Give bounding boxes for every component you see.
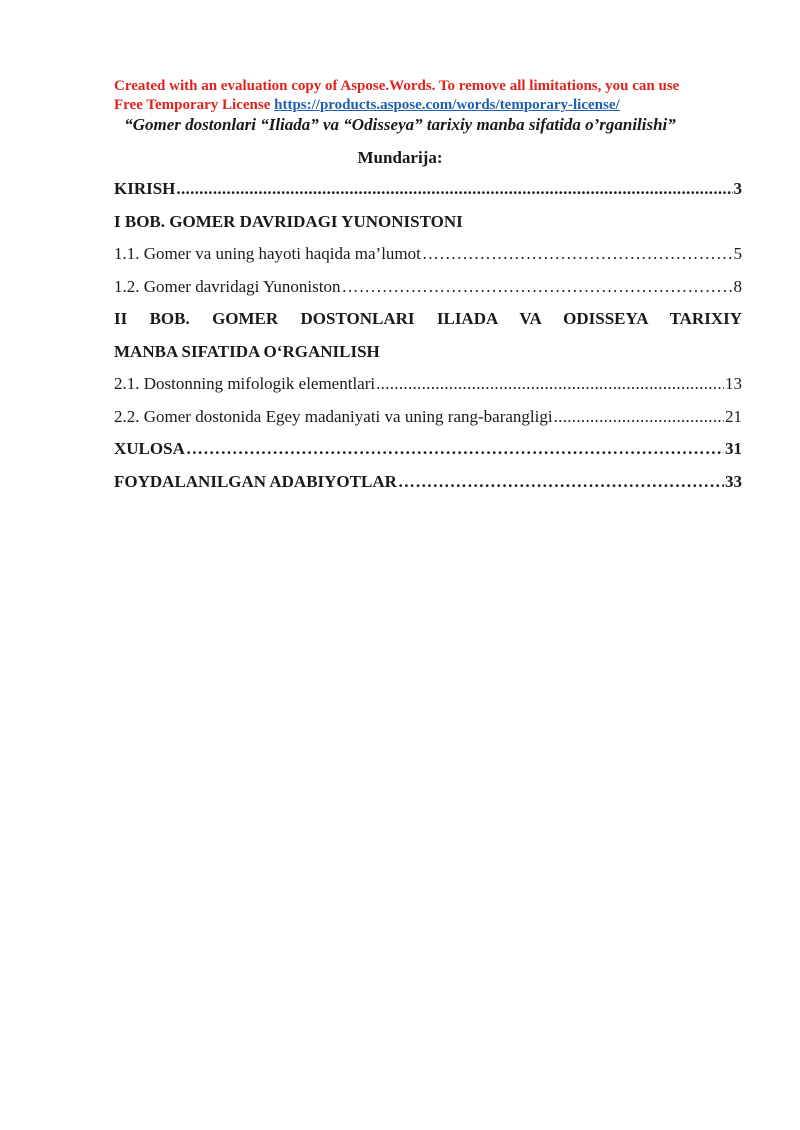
watermark-line-1: Created with an evaluation copy of Aspose.Words. To remove all limitations, you can use [114, 78, 680, 94]
toc-entry-label: XULOSA [114, 439, 185, 458]
toc-chapter-2-line-2[interactable]: MANBA SIFATIDA O‘RGANILISH [114, 341, 380, 361]
toc-entry-xulosa[interactable] [114, 438, 742, 471]
toc-entry-label: 2.2. Gomer dostonida Egey madaniyati va uning rang-barangligi [114, 406, 553, 426]
toc-entry-label: 1.1. Gomer va uning hayoti haqida ma’lumot [114, 244, 421, 263]
table-of-contents [114, 178, 742, 503]
toc-entry-page: 8 [733, 276, 742, 296]
toc-entry-2-2[interactable] [114, 406, 742, 439]
toc-entry-2-1[interactable] [114, 373, 742, 406]
watermark-license-text: Free Temporary License [114, 97, 275, 113]
toc-entry-label: 2.1. Dostonning mifologik elementlari [114, 374, 376, 393]
toc-entry-page: 13 [725, 374, 742, 393]
toc-entry-page: 31 [725, 439, 742, 458]
dot-leader [398, 471, 724, 493]
document-title: “Gomer dostonlari “Iliada” va “Odisseya” tarixiy manba sifatida o’rganilishi” [124, 115, 676, 134]
toc-chapter-2-line-1[interactable]: II BOB. GOMER DOSTONLARI ILIADA VA ODISSEYA TARIXIY [114, 309, 742, 328]
toc-entry-kirish[interactable] [114, 178, 742, 211]
dot-leader [376, 373, 724, 395]
toc-entry-1-1[interactable] [114, 243, 742, 276]
toc-entry-page: 3 [733, 179, 742, 198]
toc-entry-1-2[interactable] [114, 276, 742, 309]
toc-entry-adabiyotlar[interactable] [114, 471, 742, 504]
toc-entry-label: 1.2. Gomer davridagi Yunoniston [114, 276, 341, 296]
toc-entry-page: 33 [725, 471, 742, 491]
toc-heading: Mundarija: [357, 148, 443, 167]
dot-leader [186, 438, 724, 460]
watermark-line-2 [114, 96, 754, 115]
dot-leader [422, 243, 733, 265]
toc-entry-label: KIRISH [114, 179, 176, 198]
evaluation-watermark [114, 77, 754, 115]
toc-entry-page: 21 [725, 406, 742, 426]
toc-chapter-1[interactable]: I BOB. GOMER DAVRIDAGI YUNONISTONI [114, 211, 463, 231]
dot-leader [554, 406, 724, 428]
dot-leader [341, 276, 732, 298]
dot-leader [176, 178, 732, 200]
toc-entry-label: FOYDALANILGAN ADABIYOTLAR [114, 471, 397, 491]
toc-entry-page: 5 [733, 244, 742, 263]
temporary-license-link[interactable]: https://products.aspose.com/words/temporary-license/ [274, 97, 620, 113]
